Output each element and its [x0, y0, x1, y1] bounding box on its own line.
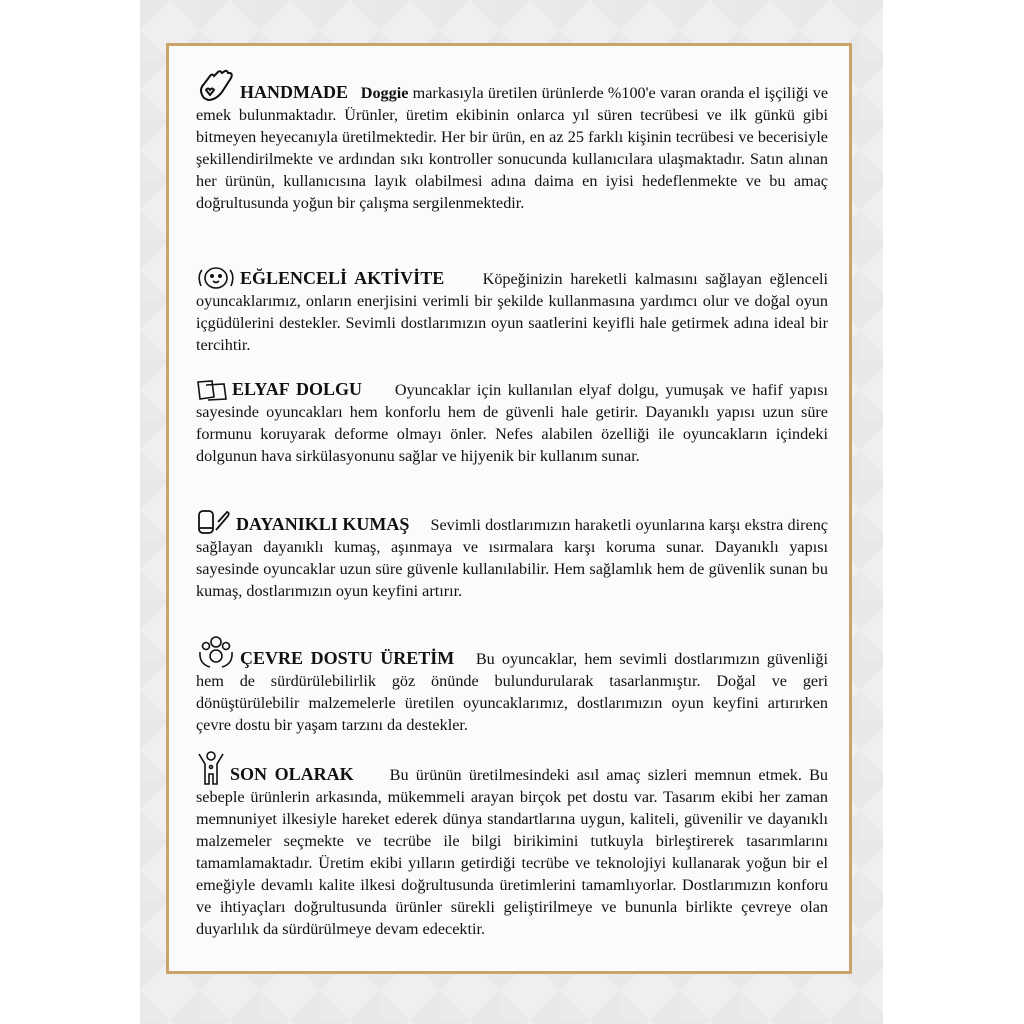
section-text: markasıyla üretilen ürünlerde %100'e varan oranda el işçiliği ve emek bulunmaktadır. Ürünler, üretim ekibinin onlarca yıl süren tecrübesi ve ilk günkü gibi bitmeyen heyecanıyla üretilmektedir. Her bir ürün, en az 25 farklı kişinin tecrübesi ve becerisiyle şekillendirilmekte ve ardından sıkı kontroller sonucunda kullanıcılara ulaşmaktadır. Satın alınan her ürünün, kullanıcısına layık olabilmesi adına daima en iyisi hedeflenmekte ve bu amaç doğrultusunda yoğun bir çalışma sergilenmektedir. — [196, 84, 828, 212]
section-heading: EĞLENCELİ AKTİVİTE — [240, 268, 445, 288]
section-eglenceli-aktivite — [196, 266, 828, 356]
hand-heart-icon — [196, 68, 236, 104]
section-heading: DAYANIKLI KUMAŞ — [236, 514, 410, 534]
section-text: Sevimli dostlarımızın haraketli oyunlarına karşı ekstra direnç sağlayan dayanıklı kumaş, aşınmaya ve ısırmalara karşı koruma sunar. Dayanıklı yapısı sayesinde oyuncaklar uzun süre güvenle kullanılabilir. Hem sağlamlık hem de güvenlik sunan bu kumaş, dostlarımızın oyun keyfini artırır. — [196, 516, 828, 600]
section-text: Bu ürünün üretilmesindeki asıl amaç sizleri memnun etmek. Bu sebeple ürünlerin arkasında, mükemmeli arayan birçok pet dostu var. Tasarım ekibi her zaman memnuniyet ilkesiyle hareket ederek dünya standartlarına uygun, kaliteli, güvenilir ve dayanıklı malzemeler seçmekte ve tecrübe ile bilgi birikimini tutkuyla birleştirerek tasarımlarını tamamlamaktadır. Üretim ekibi yılların getirdiği tecrübe ve teknolojiyi kullanarak yoğun bir el emeğiyle devamlı kalite ilkesi doğrultusunda üretimlerini tamamlıyorlar. Dostlarımızın konforu ve ihtiyaçları doğrultusunda ürünler sürekli geliştirilmeye ve bununla birlikte çevreye olan duyarlılık da sürdürülmeye devam edecektir. — [196, 766, 829, 938]
person-raised-arms-icon — [196, 750, 226, 786]
section-cevre-dostu-uretim — [196, 634, 828, 736]
section-heading: ÇEVRE DOSTU ÜRETİM — [240, 648, 455, 668]
section-elyaf-dolgu — [196, 378, 828, 467]
eco-hands-icon — [196, 634, 236, 670]
section-son-olarak — [196, 750, 828, 940]
section-heading: ELYAF DOLGU — [232, 379, 363, 399]
section-dayanikli-kumas — [196, 508, 828, 602]
section-text: Köpeğinizin hareketli kalmasını sağlayan eğlenceli oyuncaklarımız, onların enerjisini verimli bir şekilde kullanmasına yardımcı olur ve doğal oyun içgüdülerini destekler. Sevimli dostlarımızın oyun saatlerini keyifli hale getirmek adına ideal bir tercihtir. — [196, 270, 828, 354]
fabric-layers-icon — [196, 379, 228, 401]
dog-face-icon — [196, 266, 236, 290]
section-text: Bu oyuncaklar, hem sevimli dostlarımızın güvenliği hem de sürdürülebilirlik göz önünde bulundurularak tasarlanmıştır. Doğal ve geri dönüştürülebilir malzemelerle üretilen oyuncaklarımız, dostlarımızın oyun keyfini artırırken çevre dostu bir yaşam tarzını da destekler. — [196, 650, 829, 734]
section-heading: HANDMADE — [240, 82, 348, 102]
section-heading: SON OLARAK — [230, 764, 354, 784]
fabric-roll-icon — [196, 508, 232, 536]
brand-name: Doggie — [360, 84, 409, 102]
section-handmade — [196, 68, 828, 214]
section-text: Oyuncaklar için kullanılan elyaf dolgu, yumuşak ve hafif yapısı sayesinde oyuncakları hem konforlu hem de güvenli hale getirir. Dayanıklı yapısı uzun süre formunu koruyarak deforme olmayı önler. Nefes alabilen özelliği ile oyuncakların içindeki dolgunun hava sirkülasyonunu sağlar ve hijyenik bir kullanım sunar. — [196, 381, 828, 465]
